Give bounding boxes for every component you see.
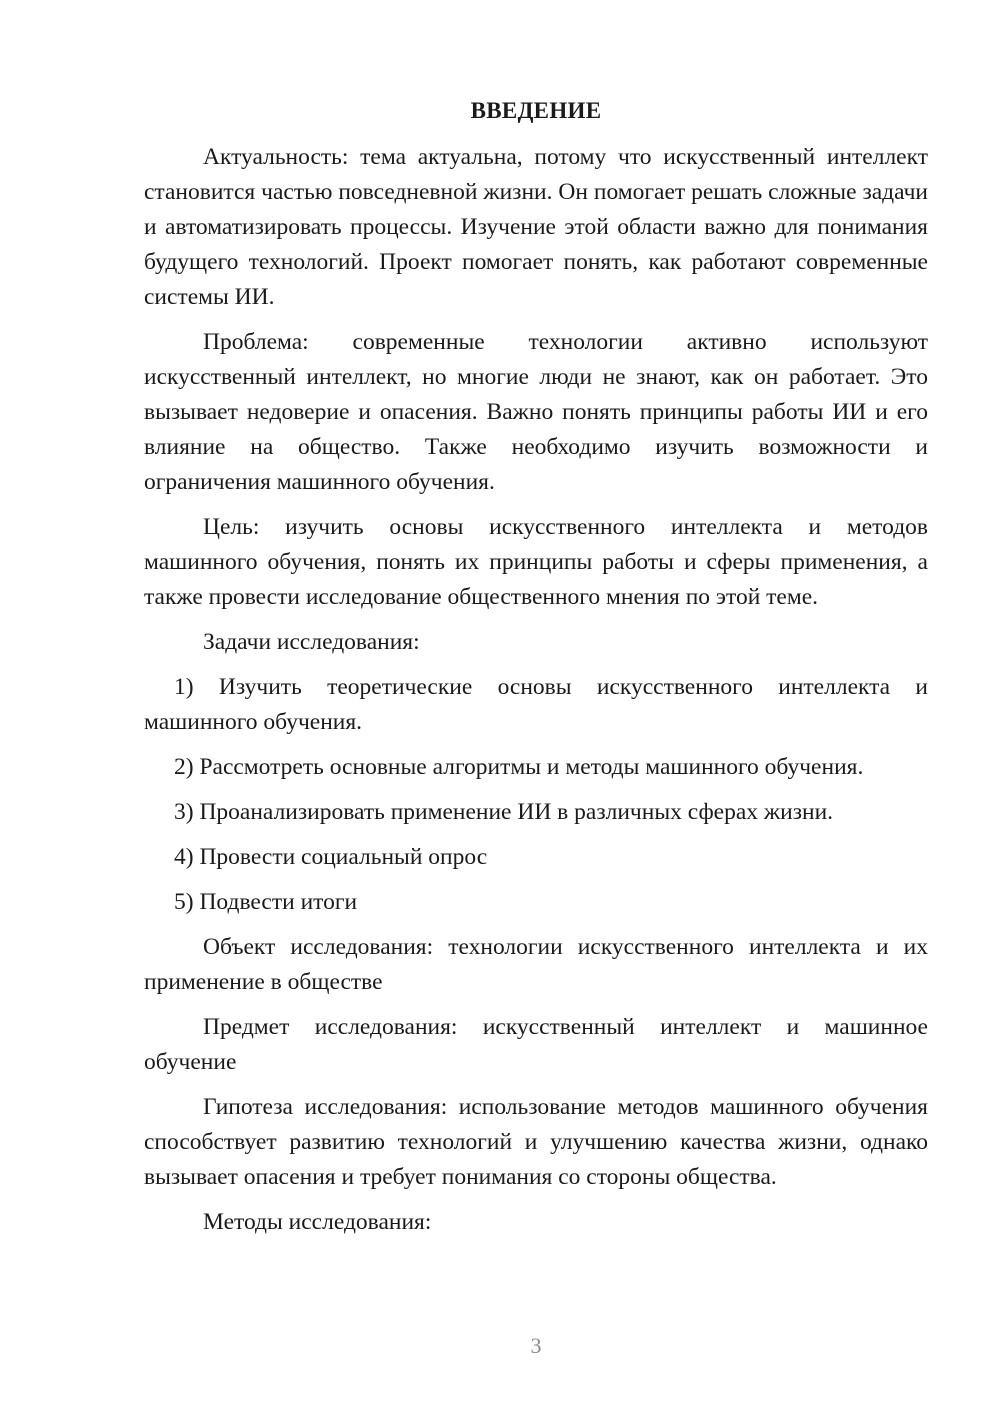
task-item-2: 2) Рассмотреть основные алгоритмы и методы машинного обучения.: [174, 754, 864, 780]
subject-paragraph: Предмет исследования: искусственный интеллект и машинное обучение: [144, 1014, 928, 1075]
object-paragraph: Объект исследования: технологии искусственного интеллекта и их применение в обществе: [144, 934, 928, 995]
hypothesis-paragraph: Гипотеза исследования: использование методов машинного обучения способствует развитию технологий и улучшению качества жизни, однако вызывает опасения и требует понимания со стороны общества.: [144, 1094, 928, 1190]
tasks-heading: Задачи исследования:: [203, 629, 420, 655]
methods-heading: Методы исследования:: [203, 1209, 432, 1235]
task-item-3: 3) Проанализировать применение ИИ в различных сферах жизни.: [174, 799, 834, 825]
task-item-4: 4) Провести социальный опрос: [174, 844, 488, 870]
relevance-paragraph: Актуальность: тема актуальна, потому что искусственный интеллект становится частью повседневной жизни. Он помогает решать сложные задачи и автоматизировать процессы. Изучение этой области важно для понимания будущего технологий. Проект помогает понять, как работают современные системы ИИ.: [144, 144, 928, 310]
page-number: 3: [530, 1333, 542, 1358]
task-item-5: 5) Подвести итоги: [174, 889, 358, 915]
problem-paragraph: Проблема: современные технологии активно используют искусственный интеллект, но многие люди не знают, как он работает. Это вызывает недоверие и опасения. Важно понять принципы работы ИИ и его влияние на общество. Также необходимо изучить возможности и ограничения машинного обучения.: [144, 329, 928, 495]
goal-paragraph: Цель: изучить основы искусственного интеллекта и методов машинного обучения, понять их принципы работы и сферы применения, а также провести исследование общественного мнения по этой теме.: [144, 514, 928, 610]
task-item-1: 1) Изучить теоретические основы искусственного интеллекта и машинного обучения.: [144, 674, 928, 735]
page-content: [144, 92, 928, 1250]
section-title: ВВЕДЕНИЕ: [470, 98, 602, 123]
